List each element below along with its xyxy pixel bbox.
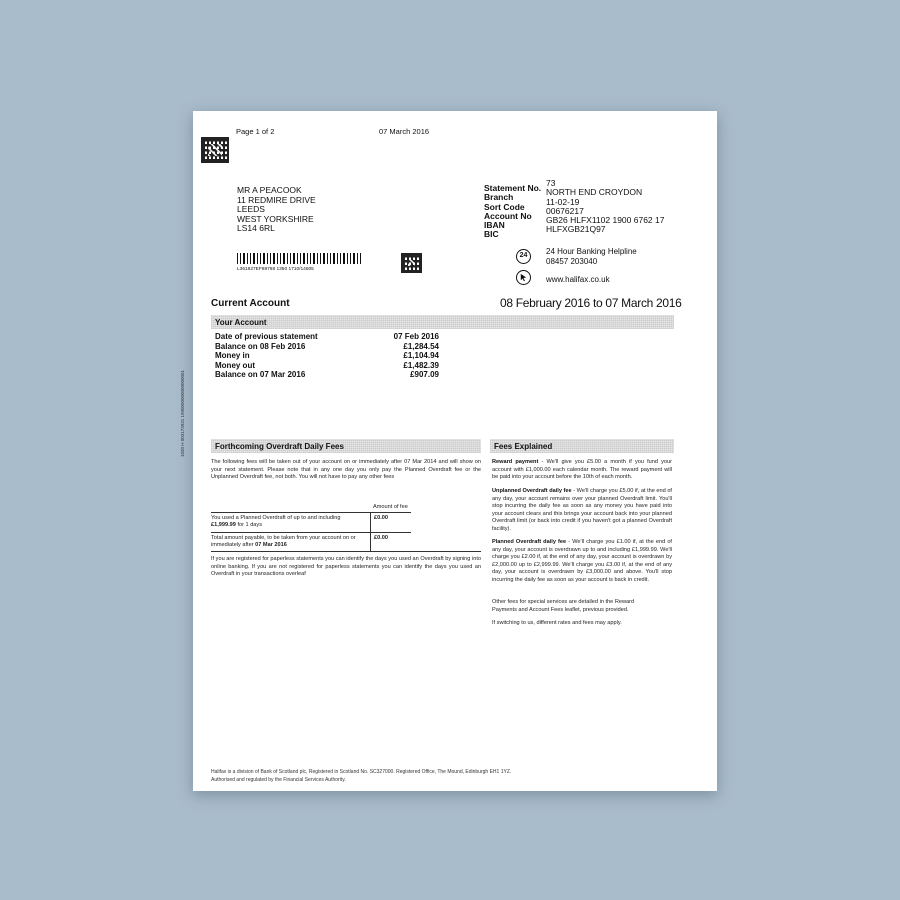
fee-row-suffix: for 1 days	[237, 522, 263, 528]
paperless-note: If you are registered for paperless statements you can identify the days you used an Overdraft by signing into online banking. If you are not registered for paperless statements you can identify the days you used an Overdraft in your transactions overleaf	[211, 556, 481, 577]
section-heading: Your Account	[215, 318, 267, 327]
summary-label: Balance on 07 Mar 2016	[215, 370, 306, 379]
fee-row-amount: £1,999.99	[211, 522, 236, 528]
overdraft-fees-heading	[211, 439, 481, 453]
detail-value: NORTH END CROYDON	[546, 187, 643, 198]
total-row-description: Total amount payable, to be taken from your account on or immediately after	[211, 535, 356, 548]
fee-row-description: You used a Planned Overdraft of up to and including	[211, 515, 341, 521]
detail-value: GB26 HLFX1102 1900 6762 17	[546, 215, 665, 226]
table-rule	[211, 512, 411, 513]
fee-column-header: Amount of fee	[373, 504, 408, 510]
overdraft-intro: The following fees will be taken out of your account on or immediately after 07 Mar 2014 and will show on your next statement. Please note that in any one day you only pay the Planned Overdraft fee or the Unplanned Overdraft fee, not both. You will not have to pay any other fees	[211, 459, 481, 480]
table-rule	[211, 551, 481, 552]
qr-code-top	[201, 137, 229, 163]
detail-label: Account No	[484, 210, 532, 221]
detail-value: 00676217	[546, 205, 584, 216]
detail-label: Statement No.	[484, 183, 542, 193]
detail-value: HLFXGB21Q97	[546, 224, 606, 235]
other-fees-text: Other fees for special services are detailed in the Reward Payments and Account Fees leaflet, previous provided.	[492, 599, 635, 613]
bank-statement-page	[180, 111, 717, 791]
summary-row	[215, 342, 439, 352]
summary-label: Balance on 08 Feb 2016	[215, 341, 306, 351]
detail-value: 11-02-19	[546, 196, 580, 207]
summary-value: £1,104.94	[403, 351, 439, 360]
address-line: LEEDS	[237, 204, 265, 214]
barcode-text: L361827EF68768 1350 1710/14605	[237, 267, 314, 272]
summary-row	[215, 332, 439, 342]
24-hour-clock-icon: 24	[516, 249, 531, 264]
website-link[interactable]: www.halifax.co.uk	[546, 275, 610, 284]
helpline-phone: 08457 203040	[546, 257, 598, 266]
qr-code-small	[401, 253, 422, 273]
summary-row	[215, 361, 439, 371]
address-line: LS14 6RL	[237, 223, 275, 233]
detail-label: Sort Code	[484, 201, 525, 212]
reward-payment-text	[492, 459, 672, 482]
reward-body: - We'll give you £5.00 a month if you fund your account with £1,000.00 each calendar month. The reward payment will be paid into your account before the 10th of each month.	[492, 459, 672, 480]
side-reference-code: 1030 H 003173931 1990000000000000001	[180, 369, 186, 458]
footer-legal-1: Halifax is a division of Bank of Scotland plc, Registered in Scotland No. SC327000. Registered Office, The Mound, Edinburgh EH1 1YZ.	[211, 769, 512, 775]
section-heading: Fees Explained	[494, 442, 553, 451]
summary-label: Money in	[215, 351, 250, 360]
table-rule	[211, 532, 411, 533]
address-line: 11 REDMIRE DRIVE	[237, 194, 316, 205]
statement-period: 08 February 2016 to 07 March 2016	[500, 296, 682, 310]
planned-body: - We'll charge you £1.00 if, at the end of any day, your account is overdrawn up to and including £1,999.99. We'll charge you £2.00 if, at the end of any day, your account is overdrawn by £2,000.00 up to £2,999.99. We'll charge you £3.00 if, at the end of any day, your account is overdrawn by £3,000.00 and above. You'll stop incurring the daily fee as soon as your account is back in credit.	[492, 539, 672, 583]
your-account-heading	[211, 315, 674, 329]
page-number: Page 1 of 2	[236, 127, 275, 136]
footer-legal-2: Authorised and regulated by the Financial Services Authority.	[211, 777, 346, 783]
summary-value: £1,284.54	[403, 341, 439, 351]
summary-value: 07 Feb 2016	[393, 332, 439, 341]
unplanned-title: Unplanned Overdraft daily fee	[492, 488, 572, 494]
unplanned-body: - We'll charge you £5.00 if, at the end of any day, your account remains over your planned Overdraft limit. You'll stop incurring the daily fee as soon as any money you have paid into your account clears and this brings your account back into your planned Overdraft limit (or back into credit if you haven't got a planned Overdraft facility).	[492, 488, 672, 532]
address-line: WEST YORKSHIRE	[237, 213, 314, 224]
detail-label: Branch	[484, 192, 514, 203]
address-line: MR A PEACOOK	[237, 185, 302, 195]
total-row-text	[211, 535, 369, 549]
detail-label: IBAN	[484, 220, 505, 231]
helpline-label: 24 Hour Banking Helpline	[546, 247, 637, 256]
summary-value: £1,482.39	[403, 360, 439, 370]
detail-row	[484, 224, 684, 240]
fees-explained-heading	[490, 439, 674, 453]
section-heading: Forthcoming Overdraft Daily Fees	[215, 442, 344, 451]
planned-fee-text	[492, 539, 672, 584]
planned-title: Planned Overdraft daily fee	[492, 539, 567, 545]
customer-address	[237, 186, 316, 234]
fee-row-value: £0.00	[374, 515, 388, 521]
fee-row-text	[211, 515, 369, 529]
summary-label: Date of previous statement	[215, 332, 318, 341]
summary-label: Money out	[215, 360, 255, 370]
summary-value: £907.09	[410, 370, 439, 379]
summary-row	[215, 351, 439, 361]
total-row-date: 07 Mar 2016	[255, 542, 287, 548]
detail-value: 73	[546, 178, 556, 188]
total-row-value: £0.00	[374, 535, 388, 541]
detail-label: BIC	[484, 229, 499, 240]
account-title: Current Account	[211, 298, 290, 309]
statement-date: 07 March 2016	[379, 127, 430, 136]
switching-text: If switching to us, different rates and fees may apply.	[492, 620, 622, 626]
statement-details	[484, 178, 684, 240]
postal-barcode	[237, 253, 363, 264]
reward-title: Reward payment	[492, 459, 539, 465]
cursor-web-icon	[516, 270, 531, 285]
summary-row	[215, 370, 439, 380]
unplanned-fee-text	[492, 488, 672, 533]
